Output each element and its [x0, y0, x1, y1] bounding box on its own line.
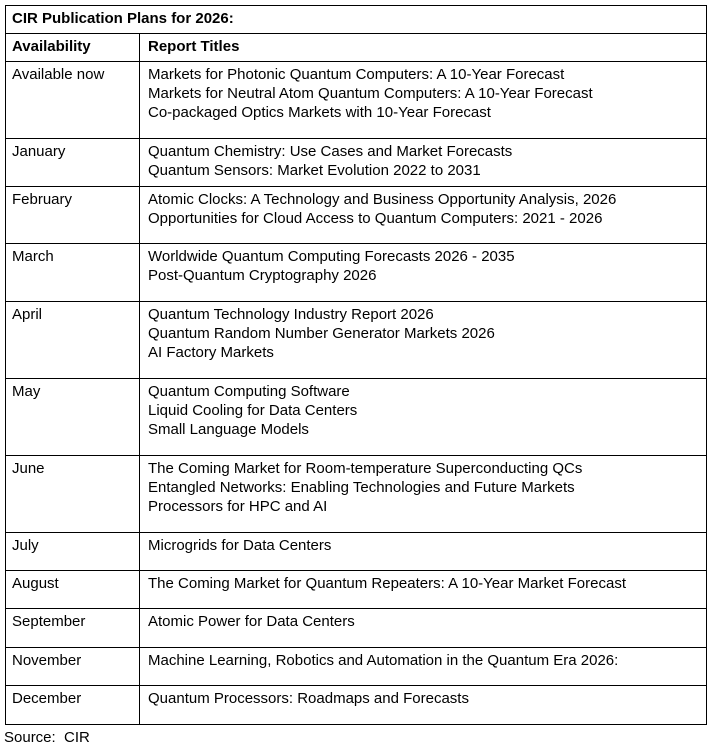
report-title: Quantum Processors: Roadmaps and Forecasts: [148, 690, 469, 707]
report-title: Quantum Computing Software: [148, 383, 350, 400]
report-titles-cell: [140, 571, 707, 609]
availability-cell: January: [6, 139, 140, 187]
report-title: Quantum Technology Industry Report 2026: [148, 306, 434, 323]
report-titles-cell: [140, 609, 707, 648]
availability-cell: September: [6, 609, 140, 648]
report-titles-cell: [140, 456, 707, 533]
report-title: AI Factory Markets: [148, 344, 274, 361]
header-report-titles: Report Titles: [140, 34, 707, 62]
report-title: Machine Learning, Robotics and Automation in the Quantum Era 2026:: [148, 652, 619, 669]
report-titles-cell: [140, 244, 707, 302]
table-row: [6, 456, 707, 533]
table-caption: CIR Publication Plans for 2026:: [6, 6, 707, 34]
table-row: [6, 187, 707, 244]
availability-cell: May: [6, 379, 140, 456]
report-title: Opportunities for Cloud Access to Quantum Computers: 2021 - 2026: [148, 210, 603, 227]
report-titles-cell: [140, 533, 707, 571]
report-titles-cell: [140, 187, 707, 244]
report-title: Co-packaged Optics Markets with 10-Year Forecast: [148, 104, 491, 121]
report-titles-cell: [140, 139, 707, 187]
report-title: The Coming Market for Room-temperature Superconducting QCs: [148, 460, 583, 477]
report-title: Entangled Networks: Enabling Technologies and Future Markets: [148, 479, 575, 496]
header-availability: Availability: [6, 34, 140, 62]
report-title: Quantum Sensors: Market Evolution 2022 to 2031: [148, 162, 481, 179]
report-titles-cell: [140, 648, 707, 686]
source-note: Source: CIR: [4, 729, 90, 746]
table-row: [6, 686, 707, 725]
publication-plans-table: [5, 5, 707, 725]
table-row: [6, 302, 707, 379]
table-row: [6, 139, 707, 187]
report-title: Small Language Models: [148, 421, 309, 438]
report-title: Markets for Photonic Quantum Computers: A 10-Year Forecast: [148, 66, 565, 83]
table-row: [6, 533, 707, 571]
availability-cell: April: [6, 302, 140, 379]
availability-cell: December: [6, 686, 140, 725]
report-title: Markets for Neutral Atom Quantum Computers: A 10-Year Forecast: [148, 85, 593, 102]
table-row: [6, 571, 707, 609]
availability-cell: June: [6, 456, 140, 533]
availability-cell: August: [6, 571, 140, 609]
report-title: Worldwide Quantum Computing Forecasts 2026 - 2035: [148, 248, 515, 265]
availability-cell: March: [6, 244, 140, 302]
table-row: [6, 648, 707, 686]
availability-cell: November: [6, 648, 140, 686]
report-title: The Coming Market for Quantum Repeaters: A 10-Year Market Forecast: [148, 575, 626, 592]
report-title: Microgrids for Data Centers: [148, 537, 332, 554]
availability-cell: Available now: [6, 62, 140, 139]
report-titles-cell: [140, 379, 707, 456]
report-title: Atomic Clocks: A Technology and Business Opportunity Analysis, 2026: [148, 191, 617, 208]
report-title: Quantum Random Number Generator Markets 2026: [148, 325, 495, 342]
table-row: [6, 244, 707, 302]
report-title: Liquid Cooling for Data Centers: [148, 402, 358, 419]
report-title: Atomic Power for Data Centers: [148, 613, 355, 630]
table-row: [6, 62, 707, 139]
report-titles-cell: [140, 62, 707, 139]
report-titles-cell: [140, 686, 707, 725]
report-title: Quantum Chemistry: Use Cases and Market Forecasts: [148, 143, 513, 160]
availability-cell: July: [6, 533, 140, 571]
report-title: Post-Quantum Cryptography 2026: [148, 267, 377, 284]
report-title: Processors for HPC and AI: [148, 498, 328, 515]
table-row: [6, 379, 707, 456]
table-row: [6, 609, 707, 648]
availability-cell: February: [6, 187, 140, 244]
report-titles-cell: [140, 302, 707, 379]
